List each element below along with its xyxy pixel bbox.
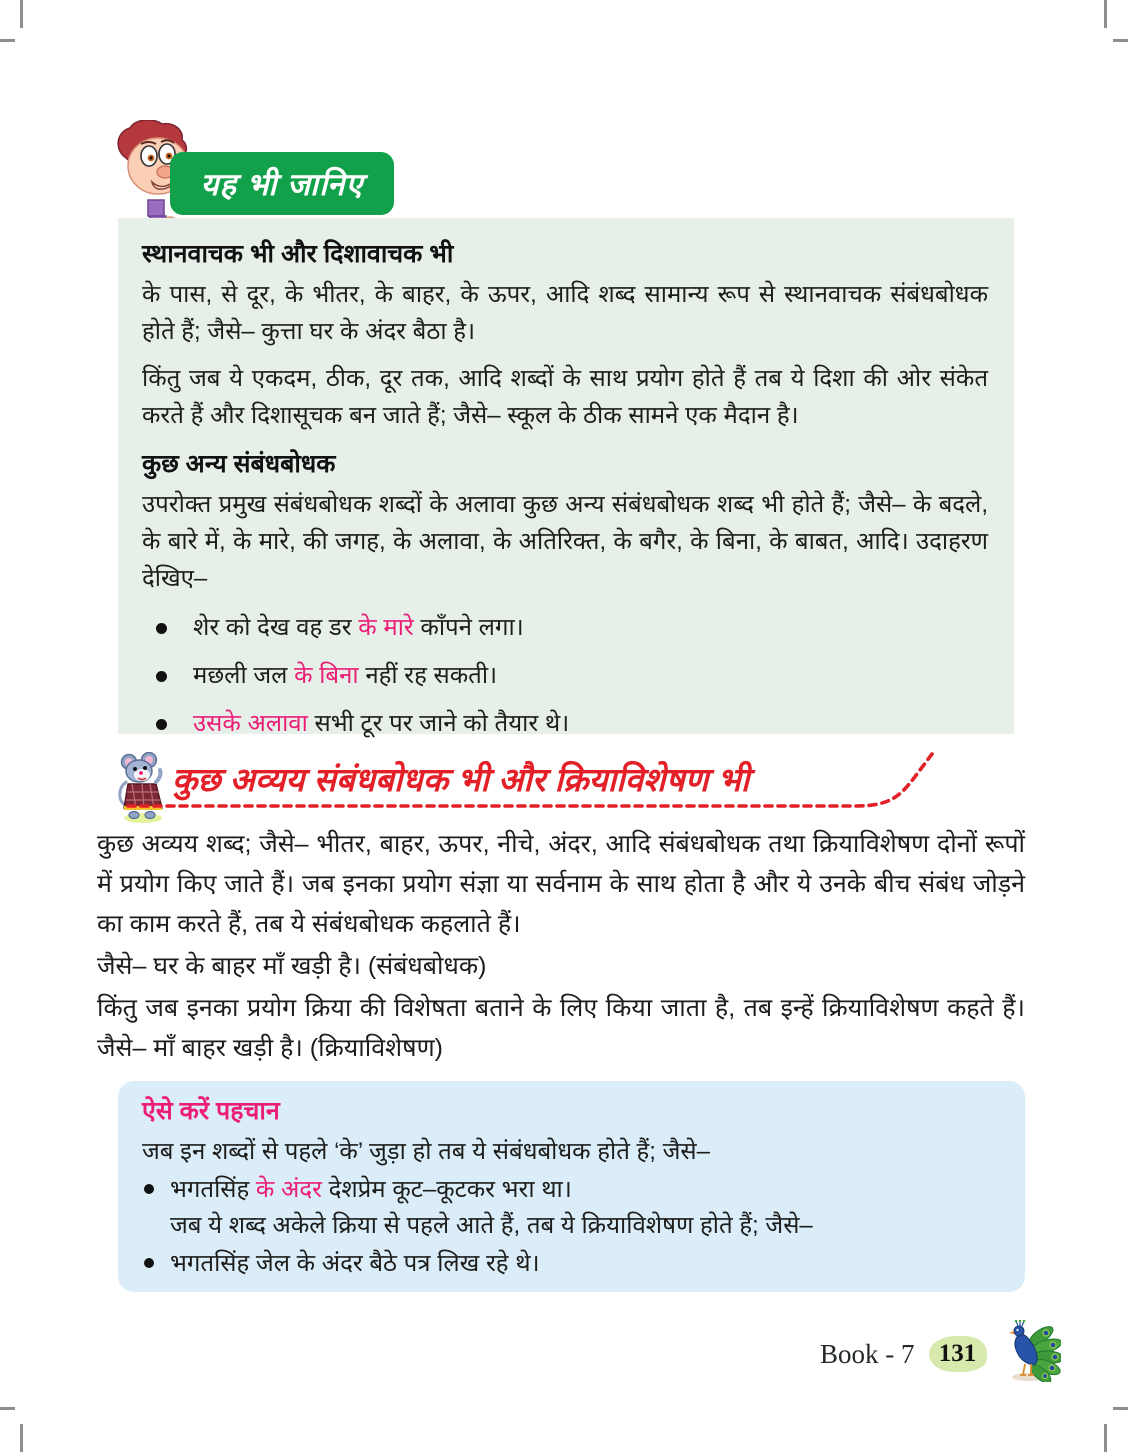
- info-box-green: [118, 218, 1014, 737]
- paragraph: उपरोक्त प्रमुख संबंधबोधक शब्दों के अलावा कुछ अन्य संबंधबोधक शब्द भी होते हैं; जैसे– के बदले, के बारे में, के मारे, की जगह, के अलावा, के अतिरिक्त, के बगैर, के बिना, के बाबत, आदि। उदाहरण देखिए–: [142, 491, 988, 592]
- section-heading: कुछ अव्यय संबंधबोधक भी और क्रियाविशेषण भी: [172, 761, 750, 798]
- bullet-text-post: सभी टूर पर जाने को तैयार थे।: [307, 710, 570, 737]
- heading-aise-karen-pahchan: ऐसे करें पहचान: [142, 1097, 280, 1125]
- bullet-dot-icon: [156, 623, 167, 634]
- crop-mark: [1104, 1424, 1107, 1452]
- paragraph: किंतु जब ये एकदम, ठीक, दूर तक, आदि शब्दों के साथ प्रयोग होते हैं तब ये दिशा की ओर संकेत करते हैं और दिशासूचक बन जाते हैं; जैसे– स्कूल के ठीक सामने एक मैदान है।: [142, 365, 988, 429]
- bullet-dot-icon: [144, 1184, 154, 1194]
- page-number: 131: [938, 1340, 977, 1367]
- crop-mark: [1113, 1407, 1128, 1410]
- heading-anya-sambandhbodhak: कुछ अन्य संबंधबोधक: [142, 450, 336, 478]
- identify-box-blue: [118, 1081, 1025, 1292]
- example-bullet: [156, 659, 988, 693]
- bullet-dot-icon: [144, 1258, 154, 1268]
- body-text: [97, 824, 1025, 1068]
- example-bullet: [156, 707, 988, 741]
- peacock-icon: [991, 1320, 1061, 1382]
- paragraph: के पास, से दूर, के भीतर, के बाहर, के ऊपर, आदि शब्द सामान्य रूप से स्थानवाचक संबंधबोधक होते हैं; जैसे– कुत्ता घर के अंदर बैठा है।: [142, 281, 988, 345]
- heading-sthanvachak: स्थानवाचक भी और दिशावाचक भी: [142, 240, 454, 268]
- bullet-text-pre: शेर को देख वह डर: [193, 614, 359, 641]
- bullet-text-post: काँपने लगा।: [413, 614, 524, 641]
- banner-title: यह भी जानिए: [200, 166, 364, 202]
- bullet-text-post: देशप्रेम कूट–कूटकर भरा था।: [321, 1176, 572, 1203]
- crop-mark: [20, 1424, 23, 1452]
- bullet-text-post: नहीं रह सकती।: [358, 662, 498, 689]
- paragraph: किंतु जब इनका प्रयोग क्रिया की विशेषता बताने के लिए किया जाता है, तब इन्हें क्रियाविशेषण कहते हैं। जैसे– माँ बाहर खड़ी है। (क्रियाविशेषण): [97, 994, 1025, 1062]
- bullet-text: भगतसिंह जेल के अंदर बैठे पत्र लिख रहे थे।: [170, 1250, 540, 1277]
- crop-mark: [0, 39, 15, 42]
- bullet-text-pre: मछली जल: [193, 662, 295, 689]
- bullet-text: [193, 707, 569, 741]
- page-number-badge: [929, 1336, 987, 1372]
- bullet-text-highlight: के अंदर: [255, 1176, 322, 1203]
- paragraph: जब ये शब्द अकेले क्रिया से पहले आते हैं, तब ये क्रियाविशेषण होते हैं; जैसे–: [170, 1212, 813, 1239]
- bullet-text: [193, 659, 497, 693]
- bullet-text: [193, 611, 524, 645]
- book-label: Book - 7: [820, 1338, 915, 1369]
- bullet-text-highlight: के मारे: [358, 614, 414, 641]
- bullet-text-highlight: उसके अलावा: [193, 710, 308, 737]
- crop-mark: [1113, 39, 1128, 42]
- paragraph: जब इन शब्दों से पहले ‘के’ जुड़ा हो तब ये संबंधबोधक होते हैं; जैसे–: [142, 1138, 711, 1165]
- crop-mark: [20, 0, 23, 28]
- crop-mark: [1104, 0, 1107, 28]
- paragraph: कुछ अव्यय शब्द; जैसे– भीतर, बाहर, ऊपर, नीचे, अंदर, आदि संबंधबोधक तथा क्रियाविशेषण दोनों रूपों में प्रयोग किए जाते हैं। जब इनका प्रयोग संज्ञा या सर्वनाम के साथ होता है और ये उनके बीच संबंध जोड़ने का काम करते हैं, तब ये संबंधबोधक कहलाते हैं।: [97, 830, 1025, 938]
- example-bullet: [142, 1247, 999, 1281]
- page-footer: [820, 1326, 1061, 1382]
- crop-mark: [0, 1407, 15, 1410]
- bullet-text-highlight: के बिना: [294, 662, 359, 689]
- example-bullet: [156, 611, 988, 645]
- bullet-text-pre: भगतसिंह: [170, 1176, 256, 1203]
- bullet-text: [170, 1173, 572, 1207]
- bullet-dot-icon: [156, 719, 167, 730]
- bullet-dot-icon: [156, 671, 167, 682]
- example-bullet: [142, 1173, 999, 1207]
- paragraph: जैसे– घर के बाहर माँ खड़ी है। (संबंधबोधक): [97, 952, 487, 980]
- know-this-banner: [170, 152, 394, 215]
